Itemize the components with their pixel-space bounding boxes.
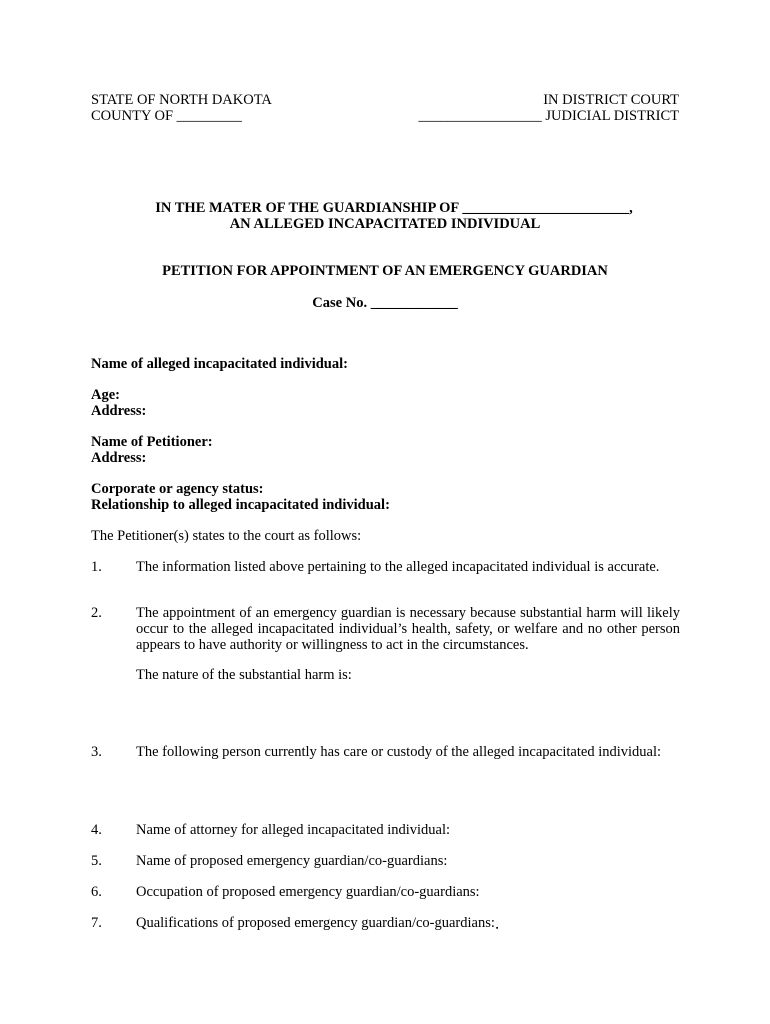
- county-label: COUNTY OF _________: [91, 108, 242, 124]
- item-text: Qualifications of proposed emergency guardian/co-guardians:: [136, 915, 495, 931]
- caption-line-2: AN ALLEGED INCAPACITATED INDIVIDUAL: [229, 216, 541, 232]
- fill-mark-icon: ▪: [495, 924, 499, 932]
- district-label: _________________ JUDICIAL DISTRICT: [418, 108, 679, 124]
- address-label: Address:: [91, 403, 147, 419]
- item-number: 7.: [91, 915, 102, 931]
- item-number: 6.: [91, 884, 102, 900]
- case-number: Case No. ____________: [312, 295, 458, 311]
- item-text: The following person currently has care or custody of the alleged incapacitated individual:: [136, 744, 662, 760]
- state-label: STATE OF NORTH DAKOTA: [91, 92, 272, 108]
- case-caption: [0, 200, 770, 232]
- item-subtext: The nature of the substantial harm is:: [136, 667, 352, 683]
- petitioner-address-label: Address:: [91, 450, 147, 466]
- item-number: 4.: [91, 822, 102, 838]
- item-text: The appointment of an emergency guardian is necessary because substantial harm will likely occur to the alleged incapacitated individual’s health, safety, or welfare and no other person appears to have authority or willingness to act in the circumstances.: [136, 605, 680, 653]
- item-text: Occupation of proposed emergency guardian/co-guardians:: [136, 884, 480, 900]
- petitioner-name-label: Name of Petitioner:: [91, 434, 213, 450]
- item-text: Name of proposed emergency guardian/co-guardians:: [136, 853, 448, 869]
- alleged-individual-name-label: Name of alleged incapacitated individual:: [91, 356, 348, 372]
- item-number: 2.: [91, 605, 102, 621]
- court-header-left: [91, 92, 272, 124]
- item-number: 5.: [91, 853, 102, 869]
- corporate-status-label: Corporate or agency status:: [91, 481, 264, 497]
- item-number: 1.: [91, 559, 102, 575]
- item-text-wrapper: [136, 915, 498, 936]
- relationship-label: Relationship to alleged incapacitated individual:: [91, 497, 390, 513]
- item-number: 3.: [91, 744, 102, 760]
- age-label: Age:: [91, 387, 120, 403]
- item-text: The information listed above pertaining to the alleged incapacitated individual is accurate.: [136, 559, 660, 575]
- court-header-right: [419, 92, 679, 124]
- intro-statement: The Petitioner(s) states to the court as follows:: [91, 528, 362, 544]
- caption-line-1: IN THE MATER OF THE GUARDIANSHIP OF _______________________,: [155, 200, 633, 216]
- court-label: IN DISTRICT COURT: [543, 92, 679, 108]
- item-text: Name of attorney for alleged incapacitated individual:: [136, 822, 451, 838]
- petition-title: PETITION FOR APPOINTMENT OF AN EMERGENCY GUARDIAN: [162, 263, 608, 279]
